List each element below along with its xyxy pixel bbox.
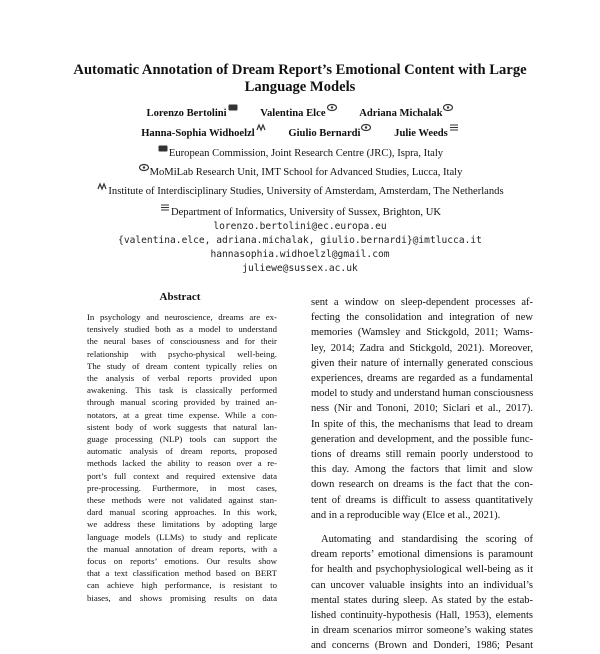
intro-body <box>311 295 533 654</box>
title-line-1: Automatic Annotation of Dream Report’s Emotional Content with Large <box>73 62 527 78</box>
intro-line: and concerns (Brown and Donderi, 1986; Pesant <box>311 640 533 652</box>
imt-icon <box>361 124 371 131</box>
intro-line: tent of dreams is difficult to assess quantitatively <box>311 494 533 506</box>
abstract-line: tensively studied both as a model to understand <box>87 324 277 335</box>
intro-line: can uncover valuable insights into an individual’s <box>311 579 533 591</box>
abstract-line: relationship with psycho-physical well-being. <box>87 348 277 359</box>
email-weeds[interactable]: juliewe@sussex.ac.uk <box>242 263 358 274</box>
intro-line: generation and development, and the possible func- <box>311 433 533 445</box>
abstract-line: pre-processing. Furthermore, in most cases, <box>87 482 277 493</box>
intro-line: memories (Wamsley and Stickgold, 2011; Wams- <box>311 327 533 339</box>
abstract-line: sistent body of work suggests that natural lan- <box>87 421 277 432</box>
intro-line: ley, 2014; Zadra and Stickgold, 2021). Moreover, <box>311 342 533 354</box>
email-bertolini[interactable]: lorenzo.bertolini@ec.europa.eu <box>213 221 387 232</box>
intro-line: tions of dreams still remain poorly understood to <box>311 449 533 461</box>
affiliation-ec: European Commission, Joint Research Centre (JRC), Ispra, Italy <box>20 145 580 160</box>
abstract-line: language models (LLMs) to study and replicate <box>87 531 277 542</box>
affiliation-sussex: Department of Informatics, University of Sussex, Brighton, UK <box>20 204 580 219</box>
sussex-icon <box>449 124 459 131</box>
author-row-1 <box>40 104 560 120</box>
abstract-line: The study of dream content typically relies on <box>87 360 277 371</box>
abstract-line: port’s full context and required extensive data <box>87 470 277 481</box>
abstract-line: notators, at a great time expense. While a con- <box>87 409 277 420</box>
paragraph-gap <box>311 523 533 532</box>
intro-line: in dream scenarios mirror someone’s waking states <box>311 625 533 637</box>
author-weeds: Julie Weeds <box>394 124 459 140</box>
author-elce: Valentina Elce <box>260 104 336 120</box>
intro-line: given their nature of internally generated conscious <box>311 357 533 369</box>
intro-line: fecting the consolidation and integration of new <box>311 312 533 324</box>
abstract-line: the neural bases of consciousness and for their <box>87 336 277 347</box>
intro-line: sent a window on sleep-dependent processes af- <box>311 297 533 308</box>
intro-line: mental states during sleep. As stated by the estab- <box>311 594 533 606</box>
uva-icon <box>97 183 107 190</box>
intro-line: dream reports’ emotional dimensions is paramount <box>311 549 533 561</box>
uva-icon <box>256 124 266 131</box>
intro-line: for health and psychophysiological well-being as it <box>311 564 533 576</box>
abstract-line: guage processing (NLP) tools can support the <box>87 434 277 445</box>
abstract-line: we address these limitations by adopting large <box>87 519 277 530</box>
intro-line: In spite of this, the mechanisms that lead to dream <box>311 418 533 430</box>
email-imt-group[interactable]: {valentina.elce, adriana.michalak, giulio.bernardi}@imtlucca.it <box>118 235 482 246</box>
imt-icon <box>443 104 453 111</box>
abstract-line: the analysis of verbal reports provided upon <box>87 373 277 384</box>
intro-line: ness (Nir and Tononi, 2010; Siclari et al., 2017). <box>311 403 533 415</box>
author-bertolini: Lorenzo Bertolini <box>147 104 238 120</box>
abstract-line: these methods were not validated against stan- <box>87 495 277 506</box>
intro-line: and in a reproducible way (Elce et al., 2021). <box>311 509 501 521</box>
imt-icon <box>139 164 149 171</box>
sussex-icon <box>160 204 170 211</box>
intro-line: this day. Among the factors that limit and slow <box>311 464 533 476</box>
abstract-line: that a text classification method based on BERT <box>87 568 277 579</box>
paper-title <box>60 62 540 96</box>
title-line-2: Language Models <box>244 79 356 95</box>
imt-icon <box>327 104 337 111</box>
author-michalak: Adriana Michalak <box>359 104 453 120</box>
abstract-line: automatic analysis of dream reports, proposed <box>87 446 277 457</box>
ec-icon <box>158 145 168 152</box>
abstract-line: dard manual scoring approaches. In this work, <box>87 507 277 518</box>
intro-line: lished continuity-hypothesis (Hall, 1953), elements <box>311 610 533 622</box>
affiliation-imt: MoMiLab Research Unit, IMT School for Advanced Studies, Lucca, Italy <box>20 164 580 179</box>
email-widhoelzl[interactable]: hannasophia.widhoelzl@gmail.com <box>210 249 390 260</box>
intro-line: Automating and standardising the scoring of <box>321 534 533 546</box>
abstract-line: the manual annotation of dream reports, with a <box>87 543 277 554</box>
abstract-line: In psychology and neuroscience, dreams are ex- <box>87 312 277 322</box>
abstract-heading: Abstract <box>159 291 201 303</box>
intro-line: down research on dreams is the fact that the con- <box>311 479 533 491</box>
author-bernardi: Giulio Bernardi <box>288 124 371 140</box>
ec-icon <box>228 104 238 111</box>
author-row-2 <box>40 124 560 140</box>
abstract-line: awakening. This task is classically performed <box>87 385 277 396</box>
author-widhoelzl: Hanna-Sophia Widhoelzl <box>141 124 266 140</box>
abstract-line: can achieve high performance, is resistant to <box>87 580 277 591</box>
affiliation-uva: Institute of Interdisciplinary Studies, University of Amsterdam, Amsterdam, The Netherlands <box>20 183 580 198</box>
abstract-line: biases, and shows promising results on data <box>87 592 277 603</box>
abstract-line: through manual scoring provided by trained an- <box>87 397 277 408</box>
abstract-line: methods lacked the ability to reason over a re- <box>87 458 277 469</box>
abstract-body <box>87 311 277 604</box>
abstract-line: focus on reports’ emotions. Our results show <box>87 556 277 567</box>
intro-line: model to study and understand human consciousness <box>311 388 534 400</box>
intro-line: experiences, dreams are regarded as a fundamental <box>311 373 533 385</box>
